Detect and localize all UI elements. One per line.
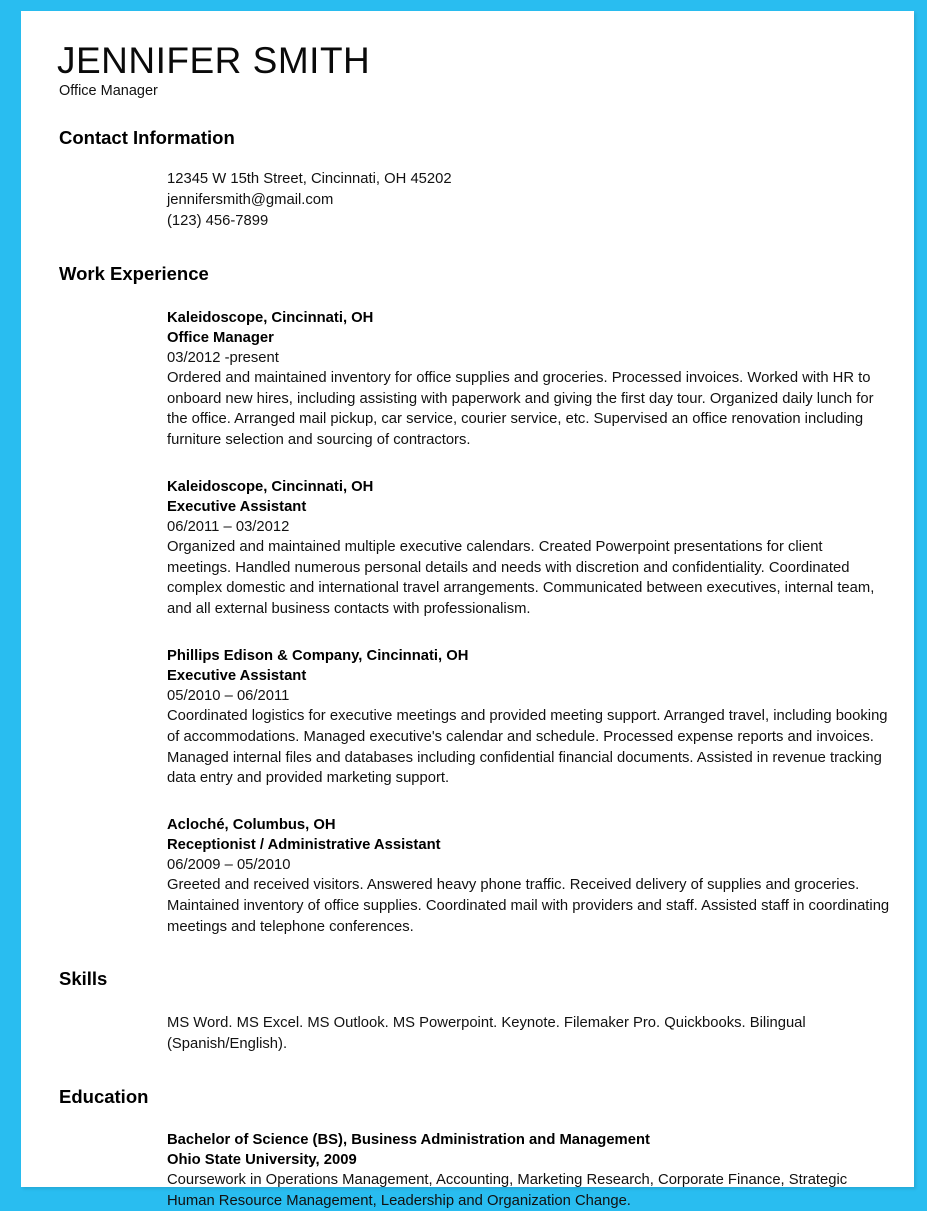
skills-section bbox=[57, 967, 890, 1054]
skills-text: MS Word. MS Excel. MS Outlook. MS Powerpoint. Keynote. Filemaker Pro. Quickbooks. Bilingual (Spanish/English). bbox=[167, 1014, 806, 1052]
experience-role: Executive Assistant bbox=[167, 667, 307, 684]
contact-details bbox=[57, 169, 890, 232]
work-experience-section bbox=[57, 262, 890, 937]
section-heading-contact: Contact Information bbox=[59, 127, 235, 149]
experience-entry bbox=[167, 477, 890, 620]
experience-company: Phillips Edison & Company, Cincinnati, OH bbox=[167, 647, 469, 664]
experience-role: Executive Assistant bbox=[167, 498, 307, 515]
experience-company: Kaleidoscope, Cincinnati, OH bbox=[167, 309, 374, 326]
contact-email: jennifersmith@gmail.com bbox=[167, 192, 334, 209]
resume-page bbox=[21, 11, 914, 1209]
experience-role: Receptionist / Administrative Assistant bbox=[167, 837, 441, 854]
section-heading-skills: Skills bbox=[59, 968, 108, 990]
education-school: Ohio State University, 2009 bbox=[167, 1151, 357, 1168]
experience-description: Greeted and received visitors. Answered heavy phone traffic. Received delivery of supplies and groceries. Maintained inventory of office supplies. Coordinated mail with providers and staff. Assisted staff in coordinating meetings and telephone conferences. bbox=[167, 877, 890, 935]
experience-description: Ordered and maintained inventory for office supplies and groceries. Processed invoices. Worked with HR to onboard new hires, including assisting with paperwork and giving the first day tour. Organized daily lunch for the office. Arranged mail pickup, car service, courier service, etc. Supervised an office renovation including furniture selection and sourcing of contractors. bbox=[167, 369, 874, 449]
education-details bbox=[57, 1130, 890, 1211]
education-coursework: Coursework in Operations Management, Accounting, Marketing Research, Corporate Finance, Strategic Human Resource Management, Leadership and Organization Change. bbox=[167, 1171, 848, 1209]
resume-content bbox=[21, 11, 914, 1209]
experience-description: Organized and maintained multiple executive calendars. Created Powerpoint presentations for client meetings. Handled numerous personal details and needs with discretion and confidentiality. Coordinated complex domestic and international travel arrangements. Communicated between executives, internal team, and all external business contacts with professionalism. bbox=[167, 539, 875, 618]
experience-company: Acloché, Columbus, OH bbox=[167, 817, 336, 834]
work-experience-list bbox=[57, 308, 890, 938]
experience-entry bbox=[167, 308, 890, 451]
education-section bbox=[57, 1085, 890, 1211]
experience-description: Coordinated logistics for executive meetings and provided meeting support. Arranged travel, including booking of accommodations. Managed executive's calendar and schedule. Processed expense reports and invoices. Managed internal files and databases including confidential financial documents. Assisted in revenue tracking data entry and provided marketing support. bbox=[167, 708, 888, 787]
section-heading-education: Education bbox=[59, 1085, 149, 1107]
experience-dates: 05/2010 – 06/2011 bbox=[167, 688, 290, 705]
job-title-subtitle: Office Manager bbox=[59, 82, 158, 99]
education-degree: Bachelor of Science (BS), Business Administration and Management bbox=[167, 1131, 650, 1148]
section-heading-work-experience: Work Experience bbox=[59, 263, 209, 285]
contact-phone: (123) 456-7899 bbox=[167, 213, 269, 230]
experience-entry bbox=[167, 815, 890, 937]
experience-entry bbox=[167, 646, 890, 789]
page-title: JENNIFER SMITH bbox=[57, 40, 371, 81]
experience-dates: 03/2012 -present bbox=[167, 349, 279, 366]
contact-address: 12345 W 15th Street, Cincinnati, OH 45202 bbox=[167, 171, 452, 188]
experience-role: Office Manager bbox=[167, 329, 274, 346]
experience-company: Kaleidoscope, Cincinnati, OH bbox=[167, 478, 374, 495]
experience-dates: 06/2011 – 03/2012 bbox=[167, 518, 290, 535]
contact-information-section bbox=[57, 126, 890, 232]
experience-dates: 06/2009 – 05/2010 bbox=[167, 857, 291, 874]
